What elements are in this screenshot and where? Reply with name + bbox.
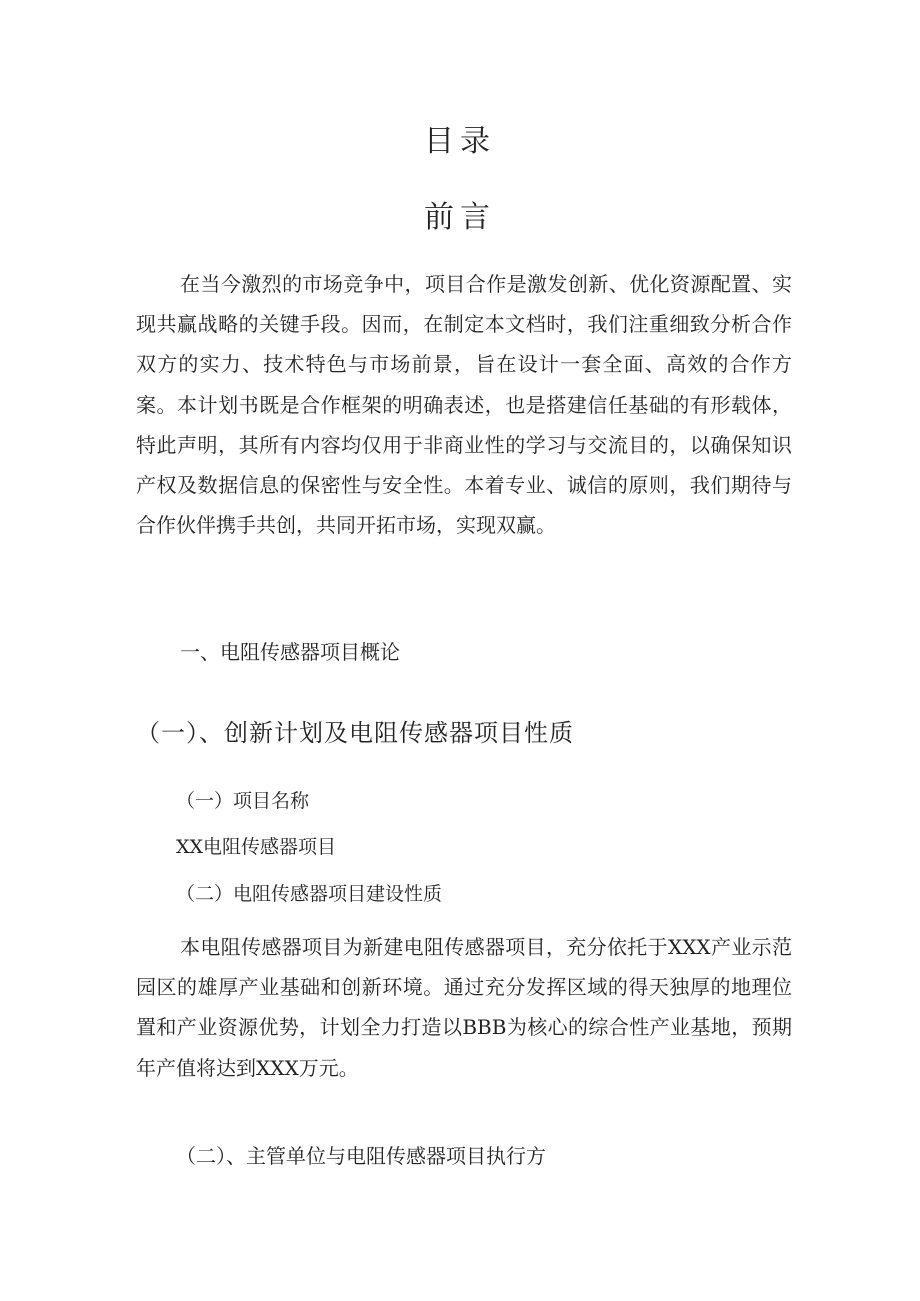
project-name-heading: （一）项目名称 <box>176 790 310 812</box>
subsection-2-heading: （二）、主管单位与电阻传感器项目执行方 <box>176 1144 546 1168</box>
preface-title: 前言 <box>424 200 496 235</box>
project-nature-heading: （二）电阻传感器项目建设性质 <box>176 883 443 905</box>
section-1-heading: 一、电阻传感器项目概论 <box>180 640 400 664</box>
subsection-1-heading: （一）、创新计划及电阻传感器项目性质 <box>136 719 574 747</box>
project-name-value: XX电阻传感器项目 <box>176 836 337 858</box>
toc-title: 目录 <box>424 124 496 159</box>
project-nature-paragraph: 本电阻传感器项目为新建电阻传感器项目，充分依托于XXX产业示范园区的雄厚产业基础和创新环境。通过充分发挥区域的得天独厚的地理位置和产业资源优势，计划全力打造以BBB为核心的综合性产业基地，预期年产值将达到XXX万元。 <box>136 935 792 1080</box>
preface-paragraph: 在当今激烈的市场竞争中，项目合作是激发创新、优化资源配置、实现共赢战略的关键手段。因而，在制定本文档时，我们注重细致分析合作双方的实力、技术特色与市场前景，旨在设计一套全面、高效的合作方案。本计划书既是合作框架的明确表述，也是搭建信任基础的有形载体，特此声明，其所有内容均仅用于非商业性的学习与交流目的，以确保知识产权及数据信息的保密性与安全性。本着专业、诚信的原则，我们期待与合作伙伴携手共创，共同开拓市场，实现双赢。 <box>136 272 792 538</box>
